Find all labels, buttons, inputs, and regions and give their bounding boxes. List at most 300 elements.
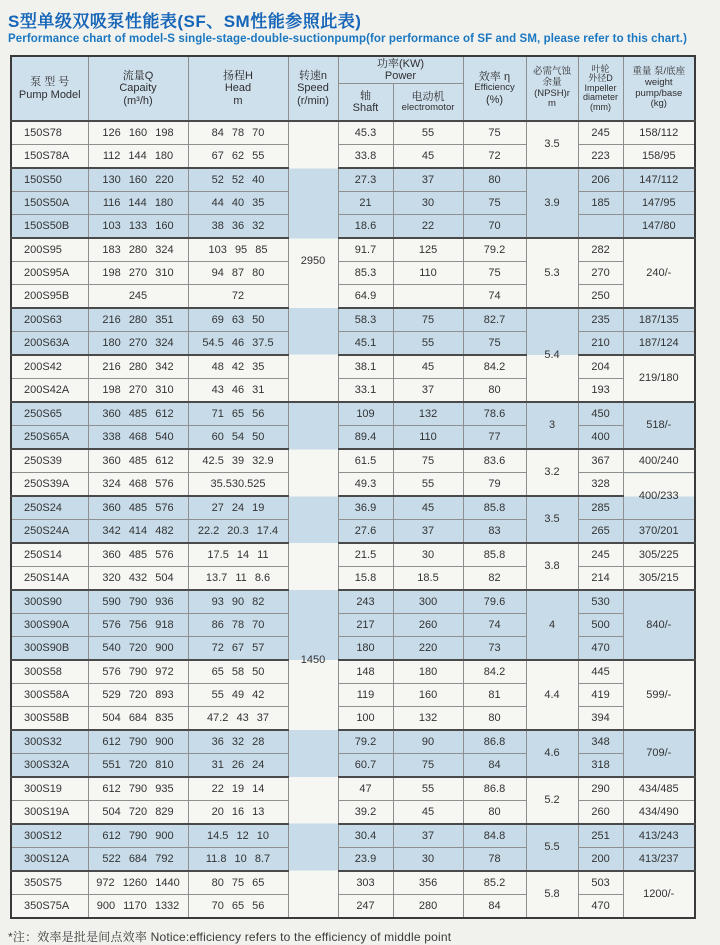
efficiency-cell: 78 [463, 848, 526, 872]
pump-model-cell: 300S90 [11, 590, 88, 614]
efficiency-cell: 80 [463, 707, 526, 731]
head-cell: 60 54 50 [188, 426, 288, 450]
efficiency-cell: 75 [463, 192, 526, 215]
electromotor-power-cell: 30 [393, 192, 463, 215]
pump-model-cell: 250S24A [11, 520, 88, 544]
efficiency-cell: 74 [463, 614, 526, 637]
shaft-power-cell: 89.4 [338, 426, 393, 450]
table-row [11, 543, 695, 567]
efficiency-cell: 75 [463, 262, 526, 285]
head-cell: 52 52 40 [188, 168, 288, 192]
pump-model-cell: 250S14A [11, 567, 88, 591]
pump-model-cell: 300S58 [11, 660, 88, 684]
table-row [11, 684, 695, 707]
electromotor-power-cell: 55 [393, 473, 463, 497]
impeller-diameter-cell: 245 [578, 121, 623, 145]
head-cell: 55 49 42 [188, 684, 288, 707]
impeller-diameter-cell: 348 [578, 730, 623, 754]
table-row [11, 614, 695, 637]
capacity-cell: 504 684 835 [88, 707, 188, 731]
header-zh: 转速n [298, 70, 328, 83]
efficiency-cell: 81 [463, 684, 526, 707]
shaft-power-cell: 27.3 [338, 168, 393, 192]
impeller-diameter-cell: 450 [578, 402, 623, 426]
header-unit: (kg) [650, 98, 667, 110]
capacity-cell: 576 756 918 [88, 614, 188, 637]
header-en: Shaft [352, 102, 379, 114]
capacity-cell: 116 144 180 [88, 192, 188, 215]
pump-model-cell: 200S95 [11, 238, 88, 262]
shaft-power-cell: 247 [338, 895, 393, 919]
shaft-power-cell: 243 [338, 590, 393, 614]
electromotor-power-cell: 30 [393, 543, 463, 567]
capacity-cell: 338 468 540 [88, 426, 188, 450]
head-cell: 31 26 24 [188, 754, 288, 778]
head-cell: 27 24 19 [188, 496, 288, 520]
npsh-cell: 5.2 [526, 777, 578, 824]
impeller-diameter-cell: 210 [578, 332, 623, 356]
efficiency-cell: 79.2 [463, 238, 526, 262]
shaft-power-cell: 49.3 [338, 473, 393, 497]
impeller-diameter-cell: 214 [578, 567, 623, 591]
shaft-power-cell: 91.7 [338, 238, 393, 262]
header-en: (NPSH)r [534, 87, 570, 99]
table-row [11, 777, 695, 801]
capacity-cell: 360 485 612 [88, 449, 188, 473]
impeller-diameter-cell: 419 [578, 684, 623, 707]
npsh-cell: 5.8 [526, 871, 578, 918]
pump-model-cell: 200S63A [11, 332, 88, 356]
shaft-power-cell: 47 [338, 777, 393, 801]
capacity-cell: 612 790 935 [88, 777, 188, 801]
weight-cell: 370/201 [623, 520, 695, 544]
npsh-cell: 5.3 [526, 238, 578, 308]
weight-cell: 240/- [623, 238, 695, 308]
col-header-pump-model [11, 56, 88, 121]
table-row [11, 308, 695, 332]
header-en: Efficiency [474, 82, 515, 94]
electromotor-power-cell: 55 [393, 121, 463, 145]
table-row [11, 801, 695, 825]
table-body [11, 121, 695, 918]
weight-cell: 1200/- [623, 871, 695, 918]
impeller-diameter-cell: 265 [578, 520, 623, 544]
pump-model-cell: 250S24 [11, 496, 88, 520]
capacity-cell: 130 160 220 [88, 168, 188, 192]
shaft-power-cell: 27.6 [338, 520, 393, 544]
electromotor-power-cell: 45 [393, 496, 463, 520]
head-cell: 71 65 56 [188, 402, 288, 426]
pump-model-cell: 200S63 [11, 308, 88, 332]
head-cell: 47.2 43 37 [188, 707, 288, 731]
col-header-shaft [338, 84, 393, 122]
table-row [11, 660, 695, 684]
efficiency-cell: 83 [463, 520, 526, 544]
header-zh: 轴 [360, 89, 371, 102]
capacity-cell: 529 720 893 [88, 684, 188, 707]
efficiency-cell: 79 [463, 473, 526, 497]
capacity-cell: 198 270 310 [88, 262, 188, 285]
shaft-power-cell: 303 [338, 871, 393, 895]
pump-model-cell: 300S32A [11, 754, 88, 778]
electromotor-power-cell: 75 [393, 754, 463, 778]
efficiency-cell: 72 [463, 145, 526, 169]
pump-model-cell: 300S58A [11, 684, 88, 707]
electromotor-power-cell: 132 [393, 402, 463, 426]
header-zh: 必需气蚀 [533, 66, 572, 78]
capacity-cell: 972 1260 1440 [88, 871, 188, 895]
table-row [11, 121, 695, 145]
electromotor-power-cell: 220 [393, 637, 463, 661]
capacity-cell: 504 720 829 [88, 801, 188, 825]
npsh-cell: 4.6 [526, 730, 578, 777]
col-header-head [188, 56, 288, 121]
weight-cell: 434/490 [623, 801, 695, 825]
capacity-cell: 522 684 792 [88, 848, 188, 872]
header-unit: (%) [485, 93, 504, 106]
npsh-cell: 3.2 [526, 449, 578, 496]
efficiency-cell: 75 [463, 121, 526, 145]
electromotor-power-cell: 55 [393, 777, 463, 801]
header-zh: 电动机 [411, 90, 445, 103]
table-row [11, 520, 695, 544]
shaft-power-cell: 36.9 [338, 496, 393, 520]
head-cell: 36 32 28 [188, 730, 288, 754]
weight-cell: 305/215 [623, 567, 695, 591]
shaft-power-cell: 15.8 [338, 567, 393, 591]
efficiency-cell: 79.6 [463, 590, 526, 614]
pump-model-cell: 250S65A [11, 426, 88, 450]
pump-model-cell: 200S42 [11, 355, 88, 379]
weight-cell: 305/225 [623, 543, 695, 567]
impeller-diameter-cell: 193 [578, 379, 623, 403]
table-row [11, 754, 695, 778]
electromotor-power-cell: 132 [393, 707, 463, 731]
shaft-power-cell: 23.9 [338, 848, 393, 872]
pump-model-cell: 200S95A [11, 262, 88, 285]
header-unit: m [233, 94, 243, 107]
electromotor-power-cell: 37 [393, 379, 463, 403]
header-en: electromotor [401, 101, 455, 113]
pump-model-cell: 300S90A [11, 614, 88, 637]
efficiency-cell: 84.8 [463, 824, 526, 848]
impeller-diameter-cell: 470 [578, 637, 623, 661]
capacity-cell: 216 280 351 [88, 308, 188, 332]
shaft-power-cell: 33.8 [338, 145, 393, 169]
impeller-diameter-cell: 251 [578, 824, 623, 848]
header-en: Head [224, 82, 252, 95]
shaft-power-cell: 45.1 [338, 332, 393, 356]
pump-model-cell: 150S50 [11, 168, 88, 192]
weight-cell: 518/- [623, 402, 695, 449]
electromotor-power-cell: 18.5 [393, 567, 463, 591]
capacity-cell: 576 790 972 [88, 660, 188, 684]
shaft-power-cell: 119 [338, 684, 393, 707]
impeller-diameter-cell: 394 [578, 707, 623, 731]
weight-cell: 709/- [623, 730, 695, 777]
impeller-diameter-cell: 503 [578, 871, 623, 895]
pump-model-cell: 300S90B [11, 637, 88, 661]
shaft-power-cell: 45.3 [338, 121, 393, 145]
npsh-cell: 5.4 [526, 308, 578, 402]
npsh-cell: 3.8 [526, 543, 578, 590]
shaft-power-cell: 85.3 [338, 262, 393, 285]
header-unit: (r/min) [297, 94, 329, 107]
table-row [11, 449, 695, 473]
impeller-diameter-cell: 200 [578, 848, 623, 872]
electromotor-power-cell [393, 285, 463, 309]
impeller-diameter-cell: 245 [578, 543, 623, 567]
pump-model-cell: 350S75A [11, 895, 88, 919]
impeller-diameter-cell: 285 [578, 496, 623, 520]
efficiency-cell: 82 [463, 567, 526, 591]
table-row [11, 238, 695, 262]
shaft-power-cell: 21.5 [338, 543, 393, 567]
pump-model-cell: 250S39 [11, 449, 88, 473]
head-cell: 22 19 14 [188, 777, 288, 801]
pump-model-cell: 250S14 [11, 543, 88, 567]
col-header-efficiency [463, 56, 526, 121]
head-cell: 17.5 14 11 [188, 543, 288, 567]
efficiency-cell: 86.8 [463, 730, 526, 754]
capacity-cell: 324 468 576 [88, 473, 188, 497]
impeller-diameter-cell: 206 [578, 168, 623, 192]
col-header-weight [623, 56, 695, 121]
impeller-diameter-cell: 367 [578, 449, 623, 473]
pump-model-cell: 300S19 [11, 777, 88, 801]
impeller-diameter-cell: 185 [578, 192, 623, 215]
header-en: weight [645, 76, 673, 88]
pump-model-cell: 150S50B [11, 215, 88, 239]
efficiency-cell: 82.7 [463, 308, 526, 332]
capacity-cell: 900 1170 1332 [88, 895, 188, 919]
header-zh2: 余量 [542, 76, 562, 88]
header-en2: diameter [583, 92, 619, 103]
efficiency-cell: 84 [463, 895, 526, 919]
npsh-cell: 3.5 [526, 496, 578, 543]
electromotor-power-cell: 260 [393, 614, 463, 637]
impeller-diameter-cell: 328 [578, 473, 623, 497]
header-en: Impeller [584, 82, 617, 93]
table-row [11, 262, 695, 285]
pump-model-cell: 150S50A [11, 192, 88, 215]
head-cell: 43 46 31 [188, 379, 288, 403]
shaft-power-cell: 79.2 [338, 730, 393, 754]
weight-cell: 147/95 [623, 192, 695, 215]
capacity-cell: 183 280 324 [88, 238, 188, 262]
page-title: S型单级双吸泵性能表(SF、SM性能参照此表) [8, 12, 362, 31]
table-row [11, 895, 695, 919]
weight-cell: 219/180 [623, 355, 695, 402]
impeller-diameter-cell: 500 [578, 614, 623, 637]
head-cell: 13.7 11 8.6 [188, 567, 288, 591]
npsh-cell: 5.5 [526, 824, 578, 871]
weight-cell: 147/112 [623, 168, 695, 192]
electromotor-power-cell: 125 [393, 238, 463, 262]
capacity-cell: 180 270 324 [88, 332, 188, 356]
electromotor-power-cell: 280 [393, 895, 463, 919]
table-row [11, 145, 695, 169]
capacity-cell: 320 432 504 [88, 567, 188, 591]
pump-model-cell: 250S39A [11, 473, 88, 497]
electromotor-power-cell: 90 [393, 730, 463, 754]
impeller-diameter-cell: 445 [578, 660, 623, 684]
speed-cell: 1450 [288, 402, 338, 918]
head-cell: 84 78 70 [188, 121, 288, 145]
head-cell: 86 78 70 [188, 614, 288, 637]
weight-cell: 187/135 [623, 308, 695, 332]
efficiency-cell: 73 [463, 637, 526, 661]
head-cell: 93 90 82 [188, 590, 288, 614]
header-zh: 泵 型 号 [30, 76, 70, 89]
impeller-diameter-cell: 400 [578, 426, 623, 450]
header-zh: 功率(KW) [376, 57, 425, 70]
capacity-cell: 540 720 900 [88, 637, 188, 661]
head-cell: 69 63 50 [188, 308, 288, 332]
shaft-power-cell: 217 [338, 614, 393, 637]
weight-cell: 840/- [623, 590, 695, 660]
shaft-power-cell: 39.2 [338, 801, 393, 825]
head-cell: 70 65 56 [188, 895, 288, 919]
electromotor-power-cell: 45 [393, 355, 463, 379]
electromotor-power-cell: 110 [393, 426, 463, 450]
efficiency-cell: 85.8 [463, 543, 526, 567]
impeller-diameter-cell: 470 [578, 895, 623, 919]
table-row [11, 871, 695, 895]
shaft-power-cell: 64.9 [338, 285, 393, 309]
electromotor-power-cell: 37 [393, 824, 463, 848]
header-row-1 [11, 56, 695, 84]
capacity-cell: 103 133 160 [88, 215, 188, 239]
electromotor-power-cell: 160 [393, 684, 463, 707]
capacity-cell: 360 485 576 [88, 496, 188, 520]
efficiency-cell: 84 [463, 754, 526, 778]
header-en: Power [384, 70, 417, 82]
efficiency-cell: 80 [463, 379, 526, 403]
efficiency-cell: 77 [463, 426, 526, 450]
weight-cell: 158/95 [623, 145, 695, 169]
header-en: Pump Model [18, 88, 81, 101]
head-cell: 35.530.525 [188, 473, 288, 497]
pump-model-cell: 150S78A [11, 145, 88, 169]
npsh-cell: 4.4 [526, 660, 578, 730]
head-cell: 42.5 39 32.9 [188, 449, 288, 473]
head-cell: 65 58 50 [188, 660, 288, 684]
electromotor-power-cell: 110 [393, 262, 463, 285]
col-header-speed [288, 56, 338, 121]
electromotor-power-cell: 300 [393, 590, 463, 614]
shaft-power-cell: 33.1 [338, 379, 393, 403]
header-en: Capaity [119, 82, 157, 95]
header-zh: 重量 泵/底座 [632, 66, 686, 78]
col-header-npsh [526, 56, 578, 121]
table-row [11, 824, 695, 848]
efficiency-cell: 84.2 [463, 355, 526, 379]
shaft-power-cell: 38.1 [338, 355, 393, 379]
capacity-cell: 112 144 180 [88, 145, 188, 169]
table-row [11, 402, 695, 426]
impeller-diameter-cell: 318 [578, 754, 623, 778]
weight-cell: 147/80 [623, 215, 695, 239]
efficiency-cell: 85.2 [463, 871, 526, 895]
header-zh2: 外径D [588, 73, 613, 84]
pump-model-cell: 150S78 [11, 121, 88, 145]
electromotor-power-cell: 75 [393, 449, 463, 473]
shaft-power-cell: 180 [338, 637, 393, 661]
head-cell: 103 95 85 [188, 238, 288, 262]
col-header-electromotor [393, 84, 463, 122]
head-cell: 48 42 35 [188, 355, 288, 379]
impeller-diameter-cell: 204 [578, 355, 623, 379]
electromotor-power-cell: 45 [393, 145, 463, 169]
capacity-cell: 612 790 900 [88, 730, 188, 754]
efficiency-cell: 75 [463, 332, 526, 356]
efficiency-cell: 80 [463, 168, 526, 192]
efficiency-cell: 74 [463, 285, 526, 309]
page-subtitle: Performance chart of model-S single-stage-double-suctionpump(for performance of SF and SM, please refer to this chart.) [8, 33, 687, 45]
weight-cell: 158/112 [623, 121, 695, 145]
table-row [11, 473, 695, 497]
capacity-cell: 360 485 612 [88, 402, 188, 426]
efficiency-cell: 70 [463, 215, 526, 239]
impeller-diameter-cell: 290 [578, 777, 623, 801]
header-en2: pump/base [635, 87, 683, 99]
impeller-diameter-cell: 260 [578, 801, 623, 825]
header-unit: (mm) [590, 101, 612, 112]
shaft-power-cell: 100 [338, 707, 393, 731]
performance-table [10, 55, 696, 919]
electromotor-power-cell: 37 [393, 520, 463, 544]
impeller-diameter-cell: 270 [578, 262, 623, 285]
table-row [11, 637, 695, 661]
impeller-diameter-cell [578, 215, 623, 239]
col-header-impeller [578, 56, 623, 121]
header-unit: (m³/h) [123, 94, 153, 107]
impeller-diameter-cell: 282 [578, 238, 623, 262]
head-cell: 11.8 10 8.7 [188, 848, 288, 872]
pump-model-cell: 350S75 [11, 871, 88, 895]
table-row [11, 848, 695, 872]
electromotor-power-cell: 45 [393, 801, 463, 825]
pump-model-cell: 200S95B [11, 285, 88, 309]
capacity-cell: 342 414 482 [88, 520, 188, 544]
shaft-power-cell: 58.3 [338, 308, 393, 332]
table-header [11, 56, 695, 121]
table-row [11, 192, 695, 215]
capacity-cell: 612 790 900 [88, 824, 188, 848]
impeller-diameter-cell: 250 [578, 285, 623, 309]
head-cell: 20 16 13 [188, 801, 288, 825]
electromotor-power-cell: 356 [393, 871, 463, 895]
header-zh: 叶轮 [591, 63, 610, 74]
npsh-cell: 4 [526, 590, 578, 660]
npsh-cell: 3 [526, 402, 578, 449]
pump-model-cell: 300S12A [11, 848, 88, 872]
header-unit: m [548, 98, 556, 110]
table-row [11, 496, 695, 520]
table-row [11, 426, 695, 450]
head-cell: 67 62 55 [188, 145, 288, 169]
weight-cell: 599/- [623, 660, 695, 730]
impeller-diameter-cell: 223 [578, 145, 623, 169]
shaft-power-cell: 21 [338, 192, 393, 215]
pump-model-cell: 300S12 [11, 824, 88, 848]
head-cell: 22.2 20.3 17.4 [188, 520, 288, 544]
shaft-power-cell: 18.6 [338, 215, 393, 239]
speed-cell: 2950 [288, 121, 338, 402]
electromotor-power-cell: 180 [393, 660, 463, 684]
pump-model-cell: 250S65 [11, 402, 88, 426]
